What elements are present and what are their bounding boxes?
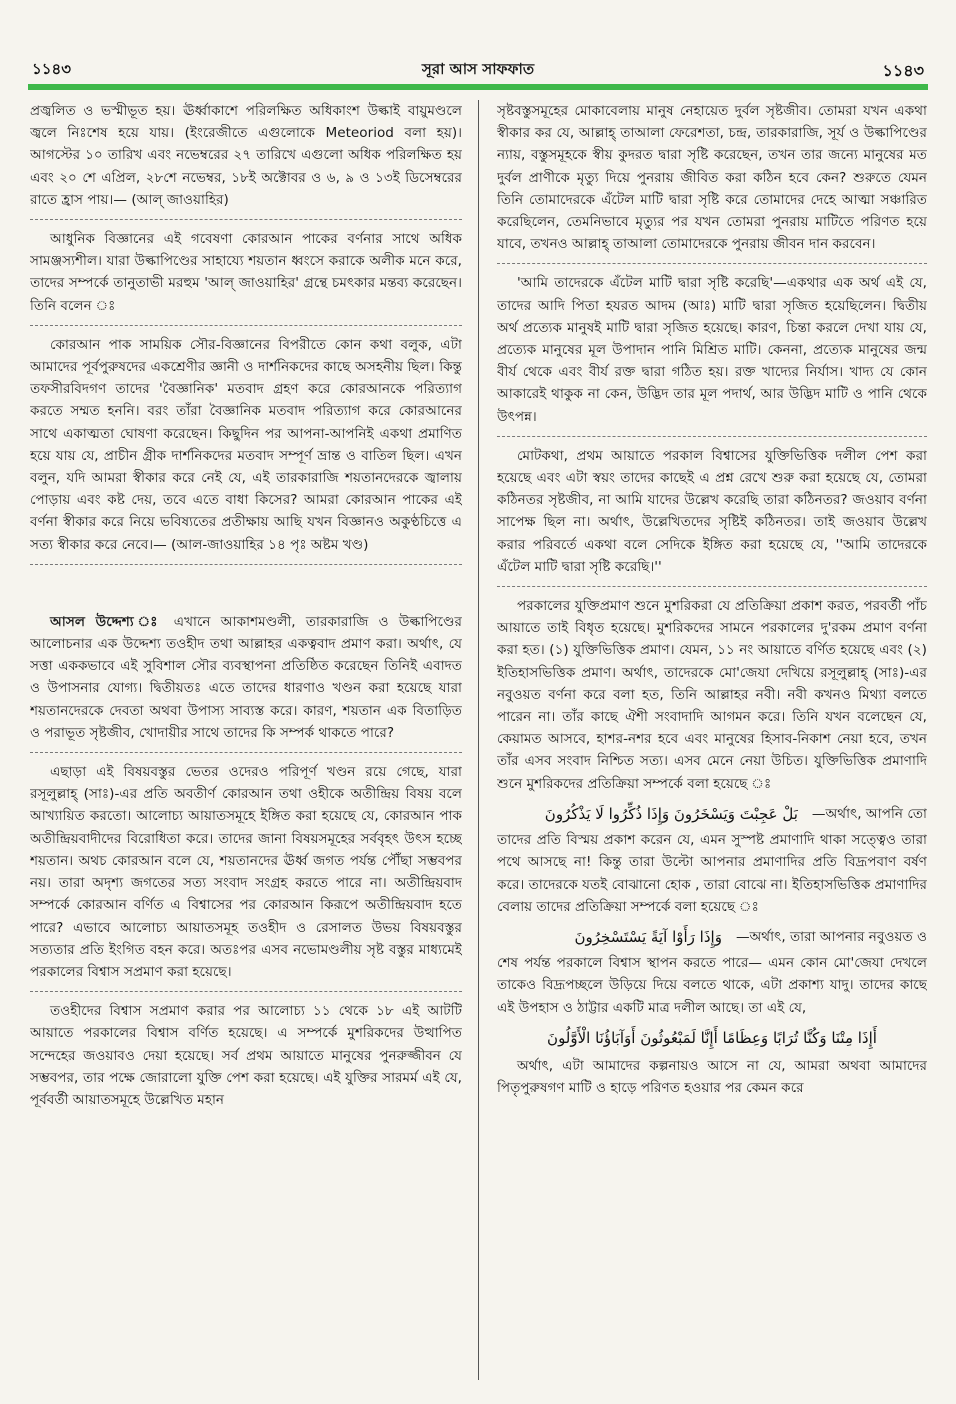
header-rule: [28, 84, 928, 90]
dashed-divider: [30, 325, 462, 326]
right-paragraph-2: 'আমি তাদেরকে এঁটেল মাটি দ্বারা সৃষ্টি করেছি'—একথার এক অর্থ এই যে, তাদের আদি পিতা হযরত আদম (আঃ) মাটি দ্বারা সৃজিত হয়েছিলেন। দ্বিতীয় অর্থ প্রত্যেক মানুষই মাটি দ্বারা সৃজিত হয়েছে। কারণ, চিন্তা করলে দেখা যায় যে, প্রত্যেক মানুষের মূল উপাদান পানি মিশ্রিত মাটি। কেননা, প্রত্যেক মানুষের জন্ম বীর্য থেকে এবং বীর্য রক্ত দ্বারা গঠিত হয়। রক্ত খাদ্যের নির্যাস। খাদ্য যে কোন আকারেই থাকুক না কেন, উদ্ভিদ তার মূল পদার্থ, আর উদ্ভিদ মাটি ও পানি থেকে উৎপন্ন।: [497, 275, 927, 425]
dashed-divider: [30, 991, 462, 992]
right-paragraph-7: অর্থাৎ, এটা আমাদের কল্পনায়ও আসে না যে, আমরা অথবা আমাদের পিতৃপুরুষগণ মাটি ও হাড়ে পরিণত হওয়ার পর কেমন করে: [497, 1057, 927, 1097]
right-paragraph-4: পরকালের যুক্তিপ্রমাণ শুনে মুশরিকরা যে প্রতিক্রিয়া প্রকাশ করত, পরবর্তী পাঁচ আয়াতে তাই বিধৃত হয়েছে। মুশরিকদের সামনে পরকালের দু'রকম প্রমাণ বর্ণনা করা হত। (১) যুক্তিভিত্তিক প্রমাণ। যেমন, ১১ নং আয়াতে বর্ণিত হয়েছে এবং (২) ইতিহাসভিত্তিক প্রমাণ। অর্থাৎ, তাদেরকে মো'জেযা দেখিয়ে রসূলুল্লাহ্ (সাঃ)-এর নবুওয়ত বর্ণনা করে বলা হত, তিনি আল্লাহর নবী। নবী কখনও মিথ্যা বলতে পারেন না। তাঁর কাছে ঐশী সংবাদাদি আগমন করে। তিনি যখন বলেছেন যে, কেয়ামত আসবে, হাশর-নশর হবে এবং মানুষের হিসাব-নিকাশ নেয়া হবে, তখন তাঁর এসব সংবাদ নিশ্চিত সত্য। এসব মেনে নেয়া উচিত। যুক্তিভিত্তিক প্রমাণাদি শুনে মুশরিকদের প্রতিক্রিয়া সম্পর্কে বলা হয়েছে ঃ: [497, 598, 927, 792]
arabic-verse-line-1: [497, 803, 927, 825]
arabic-verse-3: أَإِذَا مِتْنَا وَكُنَّا تُرَابًا وَعِظَامًا أَإِنَّا لَمَبْعُوثُونَ أَوَآبَاؤُنَا الْأَوَّلُونَ: [547, 1028, 877, 1047]
arabic-verse-2: وَإِذَا رَأَوْا آيَةً يَسْتَسْخِرُونَ: [574, 927, 722, 946]
left-paragraph-1: প্রজ্বলিত ও ভস্মীভূত হয়। ঊর্ধ্বাকাশে পরিলক্ষিত অধিকাংশ উল্কাই বায়ুমণ্ডলে জ্বলে নিঃশেষ হয়ে যায়। (ইংরেজীতে এগুলোকে Meteoriod বলা হয়)। আগস্টের ১০ তারিখ এবং নভেম্বরের ২৭ তারিখে এগুলো অধিক পরিলক্ষিত হয় এবং ২০ শে এপ্রিল, ২৮শে নভেম্বর, ১৮ই অক্টোবর ও ৬, ৯ ও ১৩ই ডিসেম্বরের রাতে হ্রাস পায়।— (আল্ জাওয়াহির): [30, 103, 462, 208]
right-paragraph-6: শেষ পর্যন্ত পরকালে বিশ্বাস স্থাপন করতে পারে— এমন কোন মো'জেযা দেখলে তাকেও বিদ্রূপচ্ছলে উড়িয়ে দিয়ে বলতে থাকে, এটা প্রকাশ্য যাদু। তাদের কাছে এই উপহাস ও ঠাট্টার একটি মাত্র দলীল আছে। তা এই যে,: [497, 955, 927, 1016]
dashed-divider: [497, 436, 927, 437]
section-gap: [30, 573, 462, 611]
dashed-divider: [30, 752, 462, 753]
section-heading: আসল উদ্দেশ্য ঃ: [50, 613, 164, 630]
dashed-divider: [497, 263, 927, 264]
left-paragraph-6: তওহীদের বিশ্বাস সপ্রমাণ করার পর আলোচ্য ১১ থেকে ১৮ এই আটটি আয়াতে পরকালের বিশ্বাস বর্ণিত হয়েছে। এ সম্পর্কে মুশরিকদের উত্থাপিত সন্দেহের জওয়াবও দেয়া হয়েছে। সর্ব প্রথম আয়াতে মানুষের পুনরুজ্জীবন যে সম্ভবপর, তার পক্ষে জোরালো যুক্তি পেশ করা হয়েছে। এই যুক্তির সারমর্ম এই যে, পূর্ববর্তী আয়াতসমূহে উল্লেখিত মহান: [30, 1003, 462, 1108]
left-paragraph-4: [30, 611, 462, 744]
left-paragraph-5: এছাড়া এই বিষয়বস্তুর ভেতর ওদেরও পরিপূর্ণ খণ্ডন রয়ে গেছে, যারা রসূলুল্লাহ্ (সাঃ)-এর প্রতি অবতীর্ণ কোরআন তথা ওহীকে অতীন্দ্রিয় বিষয় বলে আখ্যায়িত করতো। আলোচ্য আয়াতসমূহে ইঙ্গিত করা হয়েছে যে, কোরআন পাক অতীন্দ্রিয়বাদীদের বিরোধিতা করে। তাদের জানা বিষয়সমূহের সর্ববৃহৎ উৎস হচ্ছে শয়তান। অথচ কোরআন বলে যে, শয়তানদের ঊর্ধ্ব জগত পর্যন্ত পৌঁছা সম্ভবপর নয়। তারা অদৃশ্য জগতের সত্য সংবাদ সংগ্রহ করতে পারে না। অতীন্দ্রিয়বাদ সম্পর্কে কোরআন বর্ণিত এ বিশ্বাসের পর কোরআন কিরূপে অতীন্দ্রিয়বাদ হতে পারে? এভাবে আলোচ্য আয়াতসমূহ তওহীদ ও রেসালত উভয় বিষয়বস্তুর সত্যতার প্রতি ইংগিত বহন করে। অতঃপর এসব নভোমণ্ডলীয় সৃষ্ট বস্তুর মাধ্যমেই পরকালের বিশ্বাস সপ্রমাণ করা হয়েছে।: [30, 764, 462, 980]
page-number-right: ১১৪৩: [882, 61, 924, 80]
left-paragraph-2: আধুনিক বিজ্ঞানের এই গবেষণা কোরআন পাকের বর্ণনার সাথে অধিক সামঞ্জস্যশীল। যারা উল্কাপিণ্ডের সাহায্যে শয়তান ধ্বংসে করাকে অলীক মনে করে, তাদের সম্পর্কে তানুতাভী মরহুম 'আল্ জাওয়াহির' গ্রন্থে চমৎকার মন্তব্য করেছেন। তিনি বলেন ঃ: [30, 231, 462, 314]
column-divider: [478, 100, 479, 1380]
page-header: [28, 58, 928, 84]
right-paragraph-3: মোটকথা, প্রথম আয়াতে পরকাল বিশ্বাসের যুক্তিভিত্তিক দলীল পেশ করা হয়েছে এবং এটা স্বয়ং তাদের কাছেই এ প্রশ্ন রেখে শুরু করা হয়েছে যে, তোমরা কঠিনতর সৃষ্টজীব, না আমি যাদের উল্লেখ করেছি তারা কঠিনতর? জওয়াব বর্ণনা সাপেক্ষ ছিল না। অর্থাৎ, উল্লেখিতদের সৃষ্টিই কঠিনতর। তাই জওয়াব উল্লেখ করার পরিবর্তে একথা বলে সেদিকে ইঙ্গিত করা হয়েছে যে, ''আমি তাদেরকে এঁটেল মাটি দ্বারা সৃষ্টি করেছি।'': [497, 447, 927, 575]
dashed-divider: [30, 564, 462, 565]
right-paragraph-5: তাদের প্রতি বিস্ময় প্রকাশ করেন যে, এমন সুস্পষ্ট প্রমাণাদি থাকা সত্ত্বেও তারা পথে আসছে না! কিন্তু তারা উল্টো আপনার প্রমাণাদির প্রতি বিদ্রূপবাণ বর্ষণ করে। তাদেরকে যতই বোঝানো হোক , তারা বোঝে না। ইতিহাসভিত্তিক প্রমাণাদির বেলায় তাদের প্রতিক্রিয়া সম্পর্কে বলা হয়েছে ঃ: [497, 832, 927, 915]
surah-title: সূরা আস সাফফাত: [421, 60, 535, 78]
dashed-divider: [30, 219, 462, 220]
dashed-divider: [497, 586, 927, 587]
left-column: [30, 100, 462, 1380]
left-paragraph-3: কোরআন পাক সাময়িক সৌর-বিজ্ঞানের বিপরীতে কোন কথা বলুক, এটা আমাদের পূর্বপুরুষদের একশ্রেণীর জ্ঞানী ও দার্শনিকদের কাছে অসহনীয় ছিল। কিন্তু তফসীরবিদগণ তাদের 'বৈজ্ঞানিক' মতবাদ গ্রহণ করে কোরআনকে পরিত্যাগ করতে সম্মত হননি। বরং তাঁরা বৈজ্ঞানিক মতবাদ পরিত্যাগ করে কোরআনের সাথে একাত্মতা ঘোষণা করেছেন। কিছুদিন পর আপনা-আপনিই একথা প্রমাণিত হয়ে যায় যে, প্রাচীন গ্রীক দার্শনিকদের মতবাদ সম্পূর্ণ ভ্রান্ত ও বাতিল ছিল। এখন বলুন, যদি আমরা স্বীকার করে নেই যে, এই তারকারাজি শয়তানদেরকে জ্বালায় পোড়ায় এবং কষ্ট দেয়, তবে এতে বাধা কিসের? আমরা কোরআন পাকের এই বর্ণনা স্বীকার করে নিয়ে ভবিষ্যতের প্রতীক্ষায় আছি যখন বিজ্ঞানও অকুণ্ঠচিত্তে এ সত্য স্বীকার করে নেবে।— (আল-জাওয়াহির ১৪ পৃঃ অষ্টম খণ্ড): [30, 336, 462, 553]
arabic-verse-1-gloss: —অর্থাৎ, আপনি তো: [811, 805, 927, 822]
left-paragraph-4-text: এখানে আকাশমণ্ডলী, তারকারাজি ও উল্কাপিণ্ডের আলোচনার এক উদ্দেশ্য তওহীদ তথা আল্লাহর একত্ববাদ প্রমাণ করা। অর্থাৎ, যে সত্তা এককভাবে এই সুবিশাল সৌর ব্যবস্থাপনা প্রতিষ্ঠিত করেছেন তিনিই এবাদত ও উপাসনার যোগ্য। দ্বিতীয়তঃ এতে তাদের ধারণাও খণ্ডন করা হয়েছে যারা শয়তানদেরকে দেবতা অথবা উপাস্য সাব্যস্ত করে। কারণ, শয়তান এক বিতাড়িত ও পরাভূত সৃষ্টজীব, খোদায়ীর সাথে তাদের কি সম্পর্ক থাকতে পারে?: [30, 613, 462, 741]
right-paragraph-1: সৃষ্টবস্তুসমূহের মোকাবেলায় মানুষ নেহায়েত দুর্বল সৃষ্টজীব। তোমরা যখন একথা স্বীকার কর যে, আল্লাহ্ তাআলা ফেরেশতা, চন্দ্র, তারকারাজি, সূর্য ও উল্কাপিণ্ডের ন্যায়, বস্তুসমূহকে স্বীয় কুদরত দ্বারা সৃষ্টি করেছেন, তখন তার জন্যে মানুষের মত দুর্বল প্রাণীকে মৃত্যু দিয়ে পুনরায় জীবিত করা কঠিন হবে কেন? শুরুতে যেমন তিনি তোমাদেরকে এঁটেল মাটি দ্বারা সৃষ্টি করে তোমাদের দেহে আত্মা সঞ্চারিত করেছিলেন, তেমনিভাবে মৃত্যুর পর যখন তোমরা পুনরায় মাটিতে পরিণত হয়ে যাবে, তখনও আল্লাহ্ তাআলা তোমাদেরকে পুনরায় জীবন দান করবেন।: [497, 103, 927, 253]
right-column: [497, 100, 927, 1380]
arabic-verse-1: بَلْ عَجِبْتَ وَيَسْخَرُونَ وَإِذَا ذُكِّرُوا لَا يَذْكُرُونَ: [544, 804, 798, 823]
arabic-verse-2-gloss: —অর্থাৎ, তারা আপনার নবুওয়ত ও: [735, 928, 927, 945]
arabic-verse-line-2: [497, 926, 927, 948]
page-number-left: ১১৪৩: [32, 60, 71, 78]
